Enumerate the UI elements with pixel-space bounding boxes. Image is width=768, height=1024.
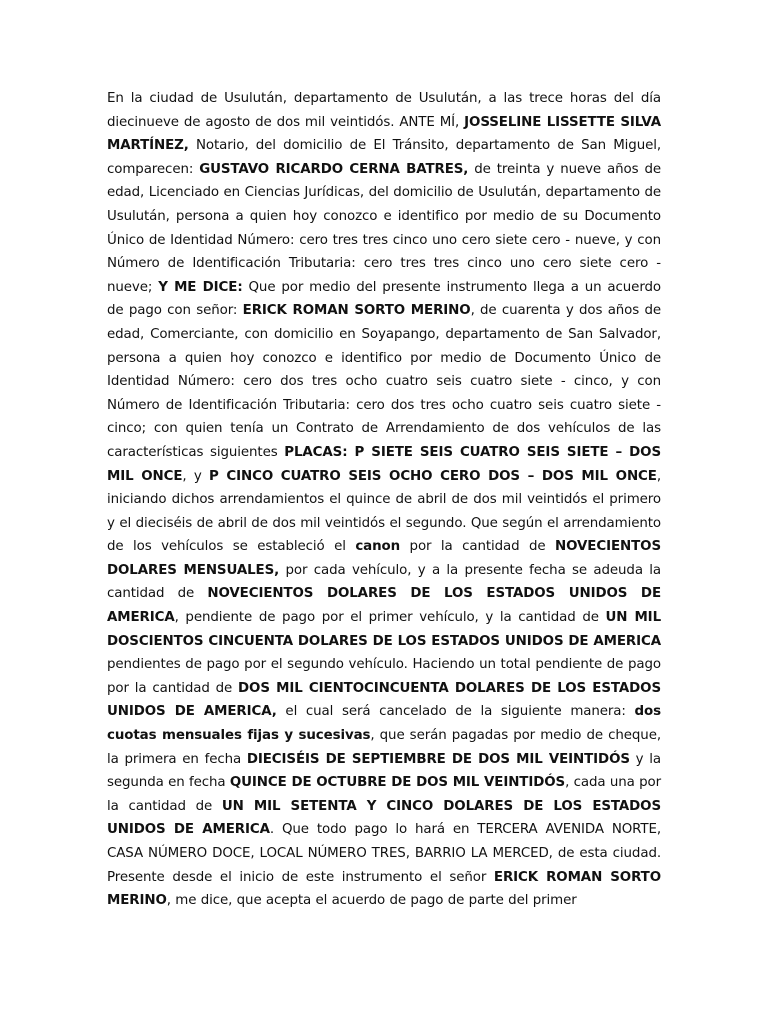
text-run: , pendiente de pago por el primer vehículo, y la cantidad de [174,610,606,626]
bold-text-run: Y ME DICE: [158,279,243,295]
bold-text-run: DIECISÉIS DE SEPTIEMBRE DE DOS MIL VEINTIDÓS [246,751,630,767]
bold-text-run: UN MIL DOSCIENTOS CINCUENTA DOLARES DE LOS ESTADOS UNIDOS DE AMERICA [107,610,661,649]
text-run: , de cuarenta y dos años de edad, Comerciante, con domicilio en Soyapango, departamento de San Salvador, persona a quien hoy conozco e identifico por medio de Documento Único de Identidad Número: cero dos tres ocho cuatro seis cuatro siete - cinco, y con Número de Identificación Tributaria: cero dos tres ocho cuatro seis cuatro siete - cinco; con quien tenía un Contrato de Arrendamiento de dos vehículos de las características siguientes [107,303,662,460]
bold-text-run: ERICK ROMAN SORTO MERINO [242,303,471,319]
text-run: En la ciudad de Usulután, departamento de Usulután, a las trece horas del día diecinueve de agosto de dos mil veintidós. ANTE MÍ, [107,91,661,130]
text-run: pendientes de pago por el segundo vehículo. Haciendo un total pendiente de pago por la cantidad de [107,657,661,696]
text-run: Notario, del domicilio de El Tránsito, departamento de San Miguel, comparecen: [107,138,661,177]
bold-text-run: NOVECIENTOS DOLARES MENSUALES, [107,539,661,578]
bold-text-run: PLACAS: P SIETE SEIS CUATRO SEIS SIETE – DOS MIL ONCE [107,444,662,484]
bold-text-run: UN MIL SETENTA Y CINCO DOLARES DE LOS ESTADOS UNIDOS DE AMERICA [107,798,662,838]
text-run: el cual será cancelado de la siguiente manera: [276,704,635,720]
bold-text-run: canon [355,539,401,555]
bold-text-run: P CINCO CUATRO SEIS OCHO CERO DOS – DOS MIL ONCE [208,468,657,484]
text-run: , me dice, que acepta el acuerdo de pago de parte del primer [166,893,577,909]
bold-text-run: NOVECIENTOS DOLARES DE LOS ESTADOS UNIDOS DE AMERICA [107,586,661,626]
text-run: y la segunda en fecha [107,751,661,791]
text-run: . Que todo pago lo hará en TERCERA AVENIDA NORTE, CASA NÚMERO DOCE, LOCAL NÚMERO TRES, BARRIO LA MERCED, de esta ciudad. Presente desde el inicio de este instrumento el señor [107,822,662,885]
bold-text-run: DOS MIL CIENTOCINCUENTA DOLARES DE LOS ESTADOS UNIDOS DE AMERICA, [107,680,661,720]
text-run: , y [182,468,209,484]
text-run: por cada vehículo, y a la presente fecha se adeuda la cantidad de [107,562,662,602]
text-run: por la cantidad de [400,539,556,555]
document-body-paragraph [107,87,661,913]
bold-text-run: JOSSELINE LISSETTE SILVA MARTÍNEZ, [107,114,661,154]
text-run: , cada una por la cantidad de [107,775,661,814]
bold-text-run: GUSTAVO RICARDO CERNA BATRES, [199,161,469,177]
bold-text-run: dos cuotas mensuales fijas y sucesivas [107,704,661,744]
text-run: de treinta y nueve años de edad, Licenciado en Ciencias Jurídicas, del domicilio de Usulután, departamento de Usulután, persona a quien hoy conozco e identifico por medio de su Documento Único de Identidad Número: cero tres tres cinco uno cero siete cero - nueve, y con Número de Identificación Tributaria: cero tres tres cinco uno cero siete cero - nueve; [107,161,661,295]
bold-text-run: ERICK ROMAN SORTO MERINO [107,869,661,909]
text-run: , que serán pagadas por medio de cheque, la primera en fecha [107,728,661,767]
text-run: Que por medio del presente instrumento llega a un acuerdo de pago con señor: [107,279,661,319]
text-run: , iniciando dichos arrendamientos el quince de abril de dos mil veintidós el primero y el dieciséis de abril de dos mil veintidós el segundo. Que según el arrendamiento de los vehículos se estableció el [107,468,662,555]
bold-text-run: QUINCE DE OCTUBRE DE DOS MIL VEINTIDÓS [229,775,566,791]
